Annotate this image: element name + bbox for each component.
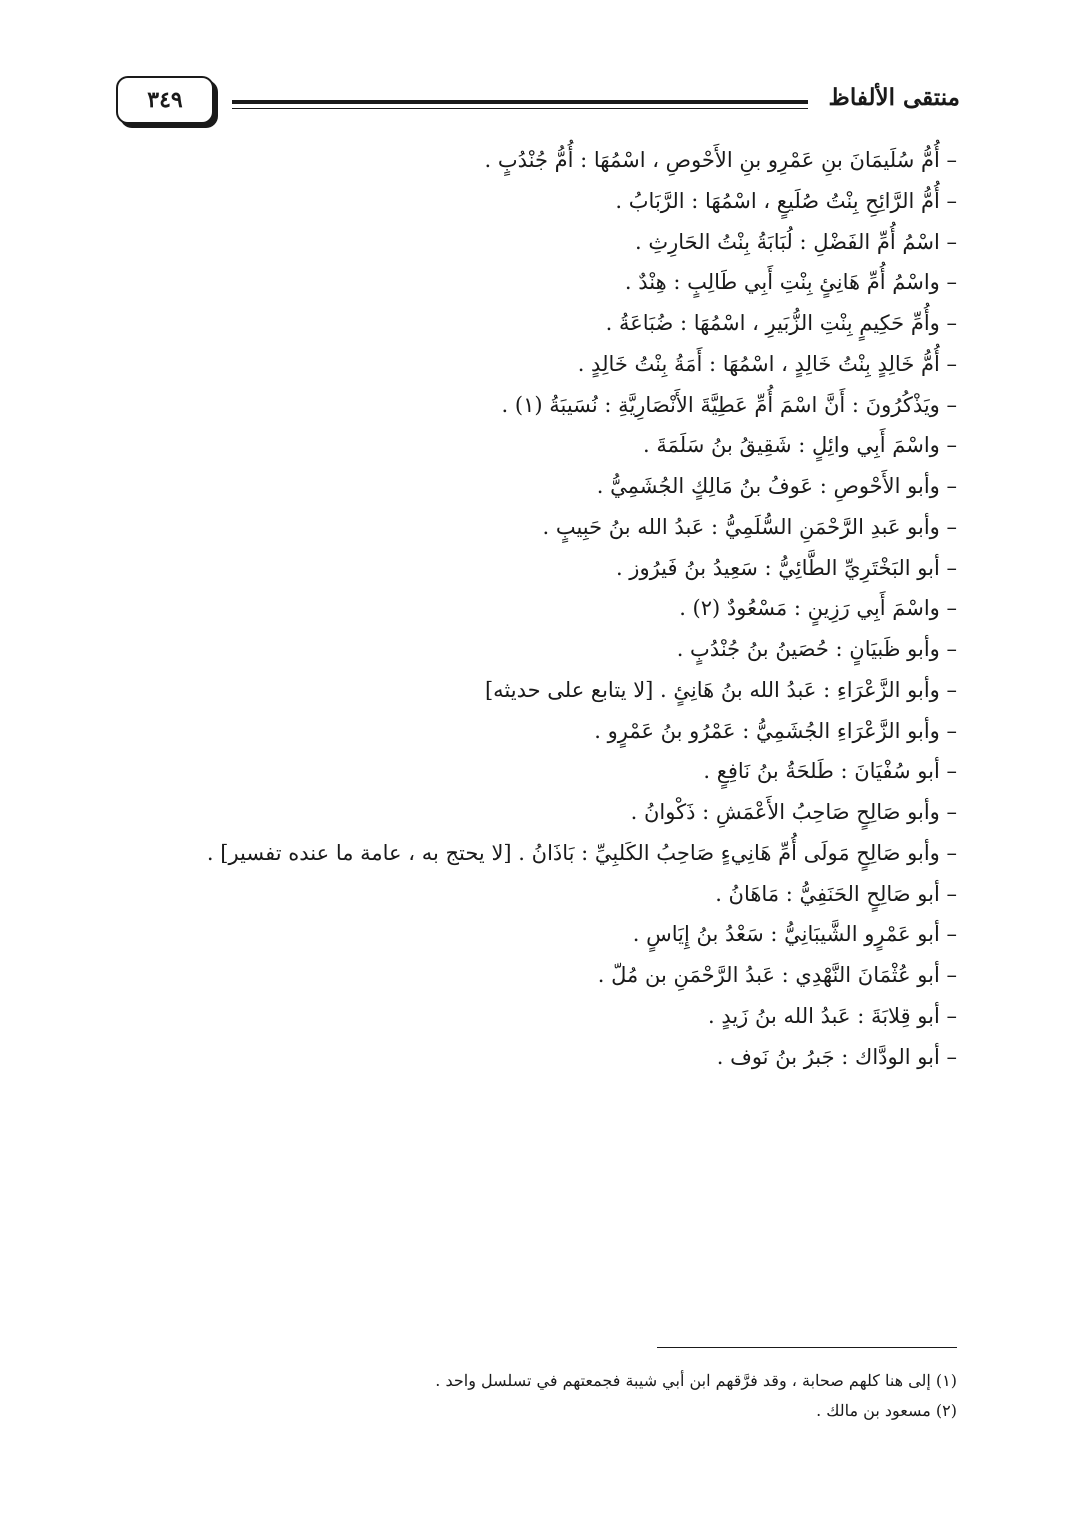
footnotes [137, 1366, 957, 1426]
book-title: منتقى الألفاظ [828, 84, 960, 111]
entry-line: – وأبو صَالِحٍ صَاحِبُ الأَعْمَشِ : ذَكْوانُ . [630, 800, 957, 824]
footnote: (١) إلى هنا كلهم صحابة ، وقد فرَّقهم ابن أبي شيبة فجمعتهم في تسلسل واحد . [435, 1371, 957, 1390]
footnote-separator [657, 1347, 957, 1348]
entry-line: – أبو قِلابَةَ : عَبدُ الله بنُ زَيدٍ . [707, 1003, 957, 1028]
footnote: (٢) مسعود بن مالك . [816, 1401, 957, 1420]
entry-line: – واسْمَ أَبِي رَزِينٍ : مَسْعُودٌ (٢) . [679, 596, 957, 621]
entries-list [137, 140, 957, 1077]
entry-line: – وأبو الأَحْوصِ : عَوفُ بنُ مَالِكٍ الجُشَمِيُّ . [596, 474, 957, 498]
entry-line: – وأبو الزَّعْرَاءِ : عَبدُ الله بنُ هَانِئٍ . [لا يتابع على حديثه] [484, 677, 957, 702]
entry-line: – وأُمِّ حَكِيمٍ بِنْتِ الزُّبَيرِ ، اسْمُهَا : ضُبَاعَةُ . [605, 311, 957, 335]
entry-line: – أبو البَخْتَرِيِّ الطَّائِيُّ : سَعِيدُ بنُ فَيرُوز . [615, 555, 957, 580]
entry-line: – أُمُّ خَالِدٍ بِنْتُ خَالِدٍ ، اسْمُهَا : أَمَةُ بِنْتُ خَالِدٍ . [577, 351, 957, 376]
header-rule [232, 100, 808, 106]
entry-line: – أبو صَالِحٍ الحَنَفِيُّ : مَاهَانُ . [715, 881, 957, 906]
entry-line: – وأبو الزَّعْرَاءِ الجُشَمِيُّ : عَمْرُو بنُ عَمْرٍو . [594, 718, 957, 743]
entry-line: – أبو سُفْيَانَ : طَلحَةُ بنُ نَافِعٍ . [703, 759, 957, 784]
entry-line: – وأبو صَالِحٍ مَولَى أُمِّ هَانِيءٍ صَاحِبُ الكَلبِيِّ : بَاذَانُ . [لا يحتج به ، عامة ما عنده تفسير] . [206, 840, 957, 865]
entry-line: – أبو الودَّاك : جَبرُ بنُ نَوف . [716, 1044, 957, 1069]
entry-line: – وأبو ظَبيَانٍ : حُصَينُ بنُ جُنْدُبٍ . [676, 637, 957, 661]
entry-line: – اسْمُ أُمِّ الفَضْلِ : لُبَابَةُ بِنْتُ الحَارِثِ . [634, 229, 957, 254]
entry-line: – واسْمُ أُمِّ هَانِئٍ بِنْتِ أَبِي طَالِبٍ : هِنْدٌ . [624, 270, 957, 295]
entry-line: – واسْمَ أَبِي وائِلٍ : شَقِيقُ بنُ سَلَمَةَ . [643, 433, 957, 458]
entry-line: – أبو عَمْرٍو الشَّيبَانِيُّ : سَعْدُ بنُ إِيَاسٍ . [632, 922, 957, 947]
entry-line: – وأبو عَبدِ الرَّحْمَنِ السُّلَمِيُّ : عَبدُ الله بنُ حَبِيبٍ . [542, 514, 957, 539]
page-number-box [116, 76, 214, 124]
page-number: ٣٤٩ [147, 87, 183, 113]
entry-line: – أبو عُثْمَانَ النَّهْدِي : عَبدُ الرَّحْمَنِ بن مُلّ . [597, 963, 957, 987]
entry-line: – ويَذْكُرُونَ : أَنَّ اسْمَ أُمِّ عَطِيَّةَ الأَنْصَارِيَّةِ : نُسَيبَةُ (١) . [501, 392, 957, 417]
page-header [110, 72, 960, 132]
entry-line: – أُمُّ الرَّائِحِ بِنْتُ صُلَيعٍ ، اسْمُهَا : الرَّبَابُ . [615, 188, 957, 213]
entry-line: – أُمُّ سُلَيمَانَ بنِ عَمْرِو بنِ الأَحْوصِ ، اسْمُهَا : أُمُّ جُنْدُبٍ . [484, 148, 957, 172]
